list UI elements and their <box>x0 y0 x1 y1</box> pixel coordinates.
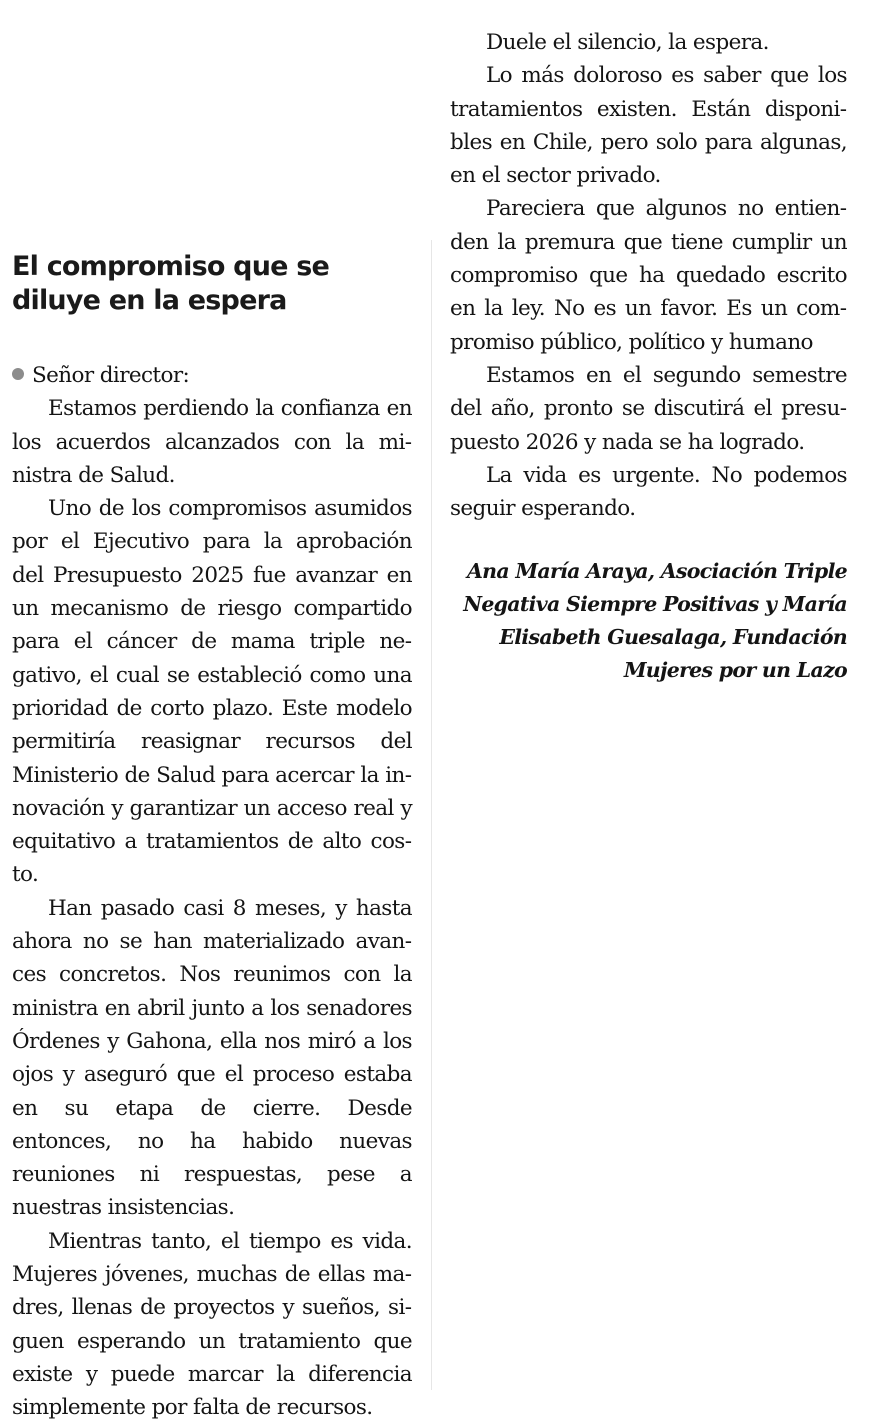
salutation: Señor director: <box>32 363 190 388</box>
salutation-line <box>12 359 412 392</box>
signature: Ana María Araya, Asociación Triple Negativa Siempre Positivas y María Elisabeth Guesalaga, Fundación Mujeres por un Lazo <box>463 559 847 683</box>
paragraph: Estamos perdiendo la confianza en los acuerdos alcanzados con la ministra de Salud. <box>12 396 412 488</box>
paragraph: Pareciera que algunos no entienden la premura que tiene cumplir un compromiso que ha quedado escrito en la ley. No es un favor. Es un compromiso público, político y humano <box>450 196 847 355</box>
paragraph: La vida es urgente. No podemos seguir esperando. <box>450 462 847 522</box>
paragraph: Mientras tanto, el tiempo es vida. Mujeres jóvenes, muchas de ellas madres, llenas de proyectos y sueños, siguen esperando un tratamiento que existe y puede marcar la diferencia simplemente por falta de recursos. <box>12 1228 412 1421</box>
paragraph: Estamos en el segundo semestre del año, pronto se discutirá el presupuesto 2026 y nada se ha logrado. <box>450 362 847 455</box>
article-title: El compromiso que se diluye en la espera <box>12 251 330 316</box>
paragraph: Uno de los compromisos asumidos por el Ejecutivo para la aprobación del Presupuesto 2025 fue avanzar en un mecanismo de riesgo compartido para el cáncer de mama triple negativo, el cual se estableció como una prioridad de corto plazo. Este modelo permitiría reasignar recursos del Ministerio de Salud para acercar la innovación y garantizar un acceso real y equitativo a tratamientos de alto costo. <box>12 496 412 888</box>
left-column <box>12 359 412 1425</box>
bullet-icon <box>12 368 24 380</box>
paragraph: Lo más doloroso es saber que los tratamientos existen. Están disponibles en Chile, pero solo para algunas, en el sector privado. <box>450 63 847 189</box>
paragraph: Han pasado casi 8 meses, y hasta ahora no se han materializado avances concretos. Nos reunimos con la ministra en abril junto a los senadores Órdenes y Gahona, ella nos miró a los ojos y aseguró que el proceso estaba en su etapa de cierre. Desde entonces, no ha habido nuevas reuniones ni respuestas, pese a nuestras insistencias. <box>12 895 412 1221</box>
right-column <box>450 26 847 687</box>
paragraph: Duele el silencio, la espera. <box>486 30 769 55</box>
column-divider <box>431 240 432 1390</box>
